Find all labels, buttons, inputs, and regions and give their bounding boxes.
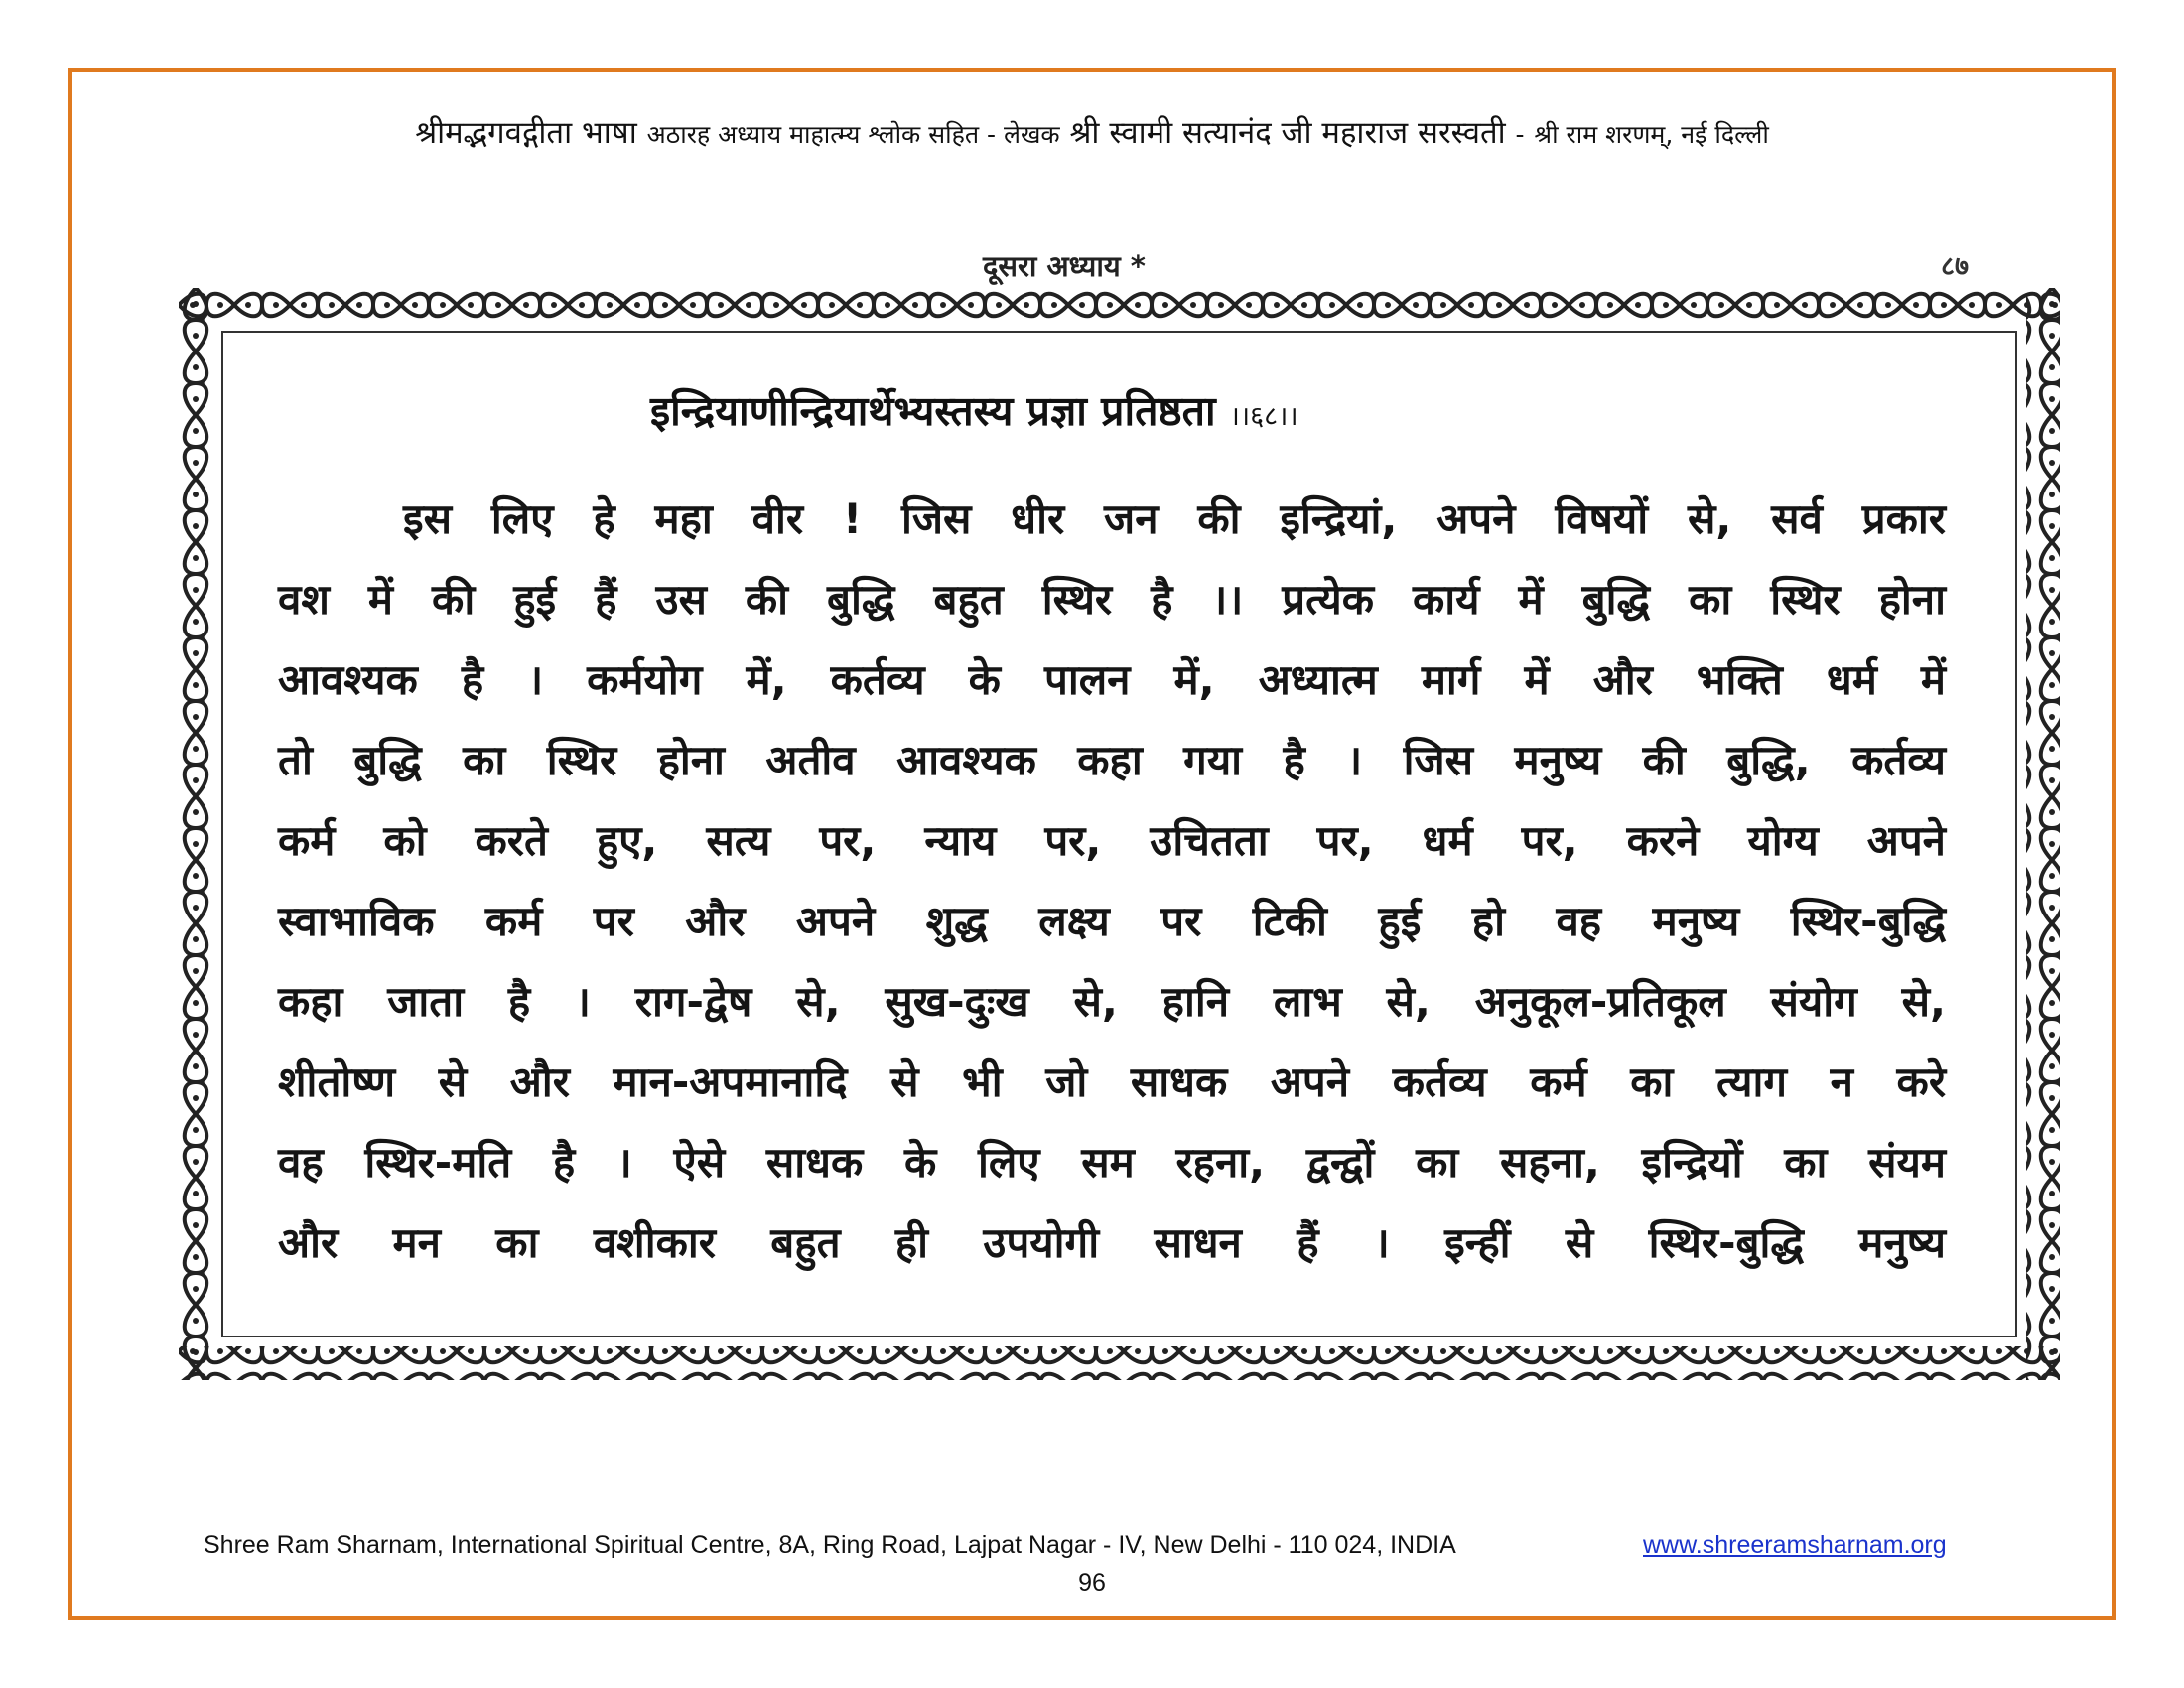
footer-page-number: 96	[1078, 1569, 1106, 1597]
header-publisher: श्री राम शरणम्, नई दिल्ली	[1534, 120, 1769, 149]
verse-heading	[650, 382, 1298, 438]
header-author: श्री स्वामी सत्यानंद जी महाराज सरस्वती	[1069, 115, 1506, 151]
body-line: और मन का वशीकार बहुत ही उपयोगी साधन हैं । इन्हीं से स्थिर-बुद्धि मनुष्य	[278, 1218, 1946, 1267]
website-link[interactable]: www.shreeramsharnam.org	[1643, 1531, 1947, 1559]
body-line: शीतोष्ण से और मान-अपमानादि से भी जो साधक अपने कर्तव्य कर्म का त्याग न करे	[278, 1057, 1946, 1106]
page-header	[119, 111, 2065, 153]
header-subtitle: अठारह अध्याय माहात्म्य श्लोक सहित - लेखक	[646, 120, 1060, 149]
body-line: कहा जाता है । राग-द्वेष से, सुख-दुःख से, हानि लाभ से, अनुकूल-प्रतिकूल संयोग से,	[278, 977, 1946, 1026]
body-line: तो बुद्धि का स्थिर होना अतीव आवश्यक कहा गया है । जिस मनुष्य की बुद्धि, कर्तव्य	[278, 736, 1946, 784]
scan-page-number: ८७	[1941, 251, 1970, 282]
body-line: आवश्यक है । कर्मयोग में, कर्तव्य के पालन में, अध्यात्म मार्ग में और भक्ति धर्म में	[278, 655, 1946, 704]
header-title: श्रीमद्भगवद्गीता भाषा	[415, 115, 637, 151]
header-separator: -	[1515, 120, 1525, 149]
verse-text: इन्द्रियाणीन्द्रियार्थेभ्यस्तस्य प्रज्ञा प्रतिष्ठता	[650, 387, 1216, 435]
verse-number: ।।६८।।	[1229, 401, 1298, 432]
chapter-running-head: दूसरा अध्याय *	[983, 249, 1146, 283]
body-line: कर्म को करते हुए, सत्य पर, न्याय पर, उचितता पर, धर्म पर, करने योग्य अपने	[278, 816, 1946, 865]
body-line: वश में की हुई हैं उस की बुद्धि बहुत स्थिर है ।। प्रत्येक कार्य में बुद्धि का स्थिर होना	[278, 575, 1946, 624]
footer-address: Shree Ram Sharnam, International Spiritual Centre, 8A, Ring Road, Lajpat Nagar - IV, New Delhi - 110 024, INDIA	[204, 1531, 1456, 1559]
body-line: स्वाभाविक कर्म पर और अपने शुद्ध लक्ष्य पर टिकी हुई हो वह मनुष्य स्थिर-बुद्धि	[278, 897, 1946, 945]
body-line: वह स्थिर-मति है । ऐसे साधक के लिए सम रहना, द्वन्द्वों का सहना, इन्द्रियों का संयम	[278, 1138, 1946, 1187]
commentary-body	[278, 479, 1946, 1283]
body-line: इस लिए हे महा वीर ! जिस धीर जन की इन्द्रियां, अपने विषयों से, सर्व प्रकार	[403, 494, 1946, 543]
